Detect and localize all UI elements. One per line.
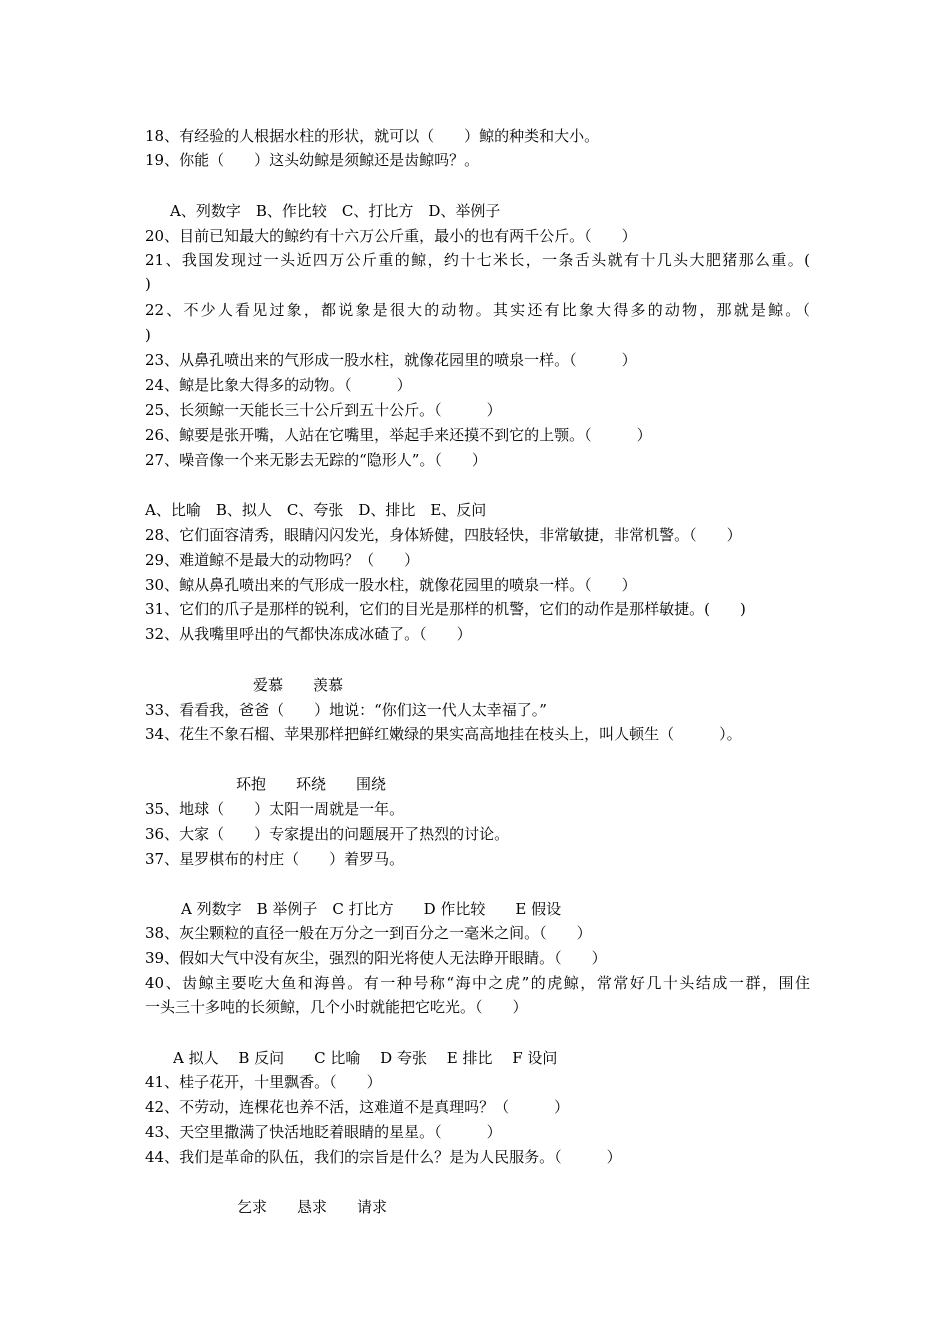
question-31: 31、它们的爪子是那样的锐利，它们的目光是那样的机警，它们的动作是那样敏捷。( ) xyxy=(145,600,746,618)
question-20: 20、目前已知最大的鲸约有十六万公斤重，最小的也有两千公斤。（ ） xyxy=(145,227,637,245)
question-39: 39、假如大气中没有灰尘，强烈的阳光将使人无法睁开眼睛。（ ） xyxy=(145,949,607,967)
question-40-line-2: 一头三十多吨的长须鲸，几个小时就能把它吃光。（ ） xyxy=(145,998,528,1016)
word-choices-2: 环抱 环绕 围绕 xyxy=(236,775,387,793)
question-35: 35、地球（ ）太阳一周就是一年。 xyxy=(145,800,405,818)
question-28: 28、它们面容清秀，眼睛闪闪发光，身体矫健，四肢轻快，非常敏捷，非常机警。（ ） xyxy=(145,526,742,544)
question-27: 27、噪音像一个来无影去无踪的“隐形人”。（ ） xyxy=(145,451,487,469)
question-30: 30、鲸从鼻孔喷出来的气形成一股水柱，就像花园里的喷泉一样。（ ） xyxy=(145,576,637,594)
question-19: 19、你能（ ）这头幼鲸是须鲸还是齿鲸吗？。 xyxy=(145,151,480,169)
question-24: 24、鲸是比象大得多的动物。（ ） xyxy=(145,376,412,394)
question-18: 18、有经验的人根据水柱的形状，就可以（ ）鲸的种类和大小。 xyxy=(145,127,600,145)
question-40-line-1: 40、齿鲸主要吃大鱼和海兽。有一种号称“海中之虎”的虎鲸，常常好几十头结成一群，围住 xyxy=(145,974,810,992)
question-29: 29、难道鲸不是最大的动物吗？（ ） xyxy=(145,551,420,569)
word-choices-3: 乞求 恳求 请求 xyxy=(237,1198,388,1216)
question-22-line-1: 22、不少人看见过象，都说象是很大的动物。其实还有比象大得多的动物，那就是鲸。（ xyxy=(145,301,810,319)
options-group-2: A、比喻 B、拟人 C、夸张 D、排比 E、反问 xyxy=(145,501,487,519)
question-21-line-2: ) xyxy=(145,275,151,293)
options-group-3: A 列数字 B 举例子 C 打比方 D 作比较 E 假设 xyxy=(181,900,562,918)
question-34: 34、花生不象石榴、苹果那样把鲜红嫩绿的果实高高地挂在枝头上，叫人顿生（ ）。 xyxy=(145,725,742,743)
question-42: 42、不劳动，连棵花也养不活，这难道不是真理吗？（ ） xyxy=(145,1098,570,1116)
question-25: 25、长须鲸一天能长三十公斤到五十公斤。（ ） xyxy=(145,401,502,419)
question-32: 32、从我嘴里呼出的气都快冻成冰碴了。（ ） xyxy=(145,625,472,643)
question-37: 37、星罗棋布的村庄（ ）着罗马。 xyxy=(145,850,405,868)
question-41: 41、桂子花开，十里飘香。（ ） xyxy=(145,1073,382,1091)
options-group-4: A 拟人 B 反问 C 比喻 D 夸张 E 排比 F 设问 xyxy=(173,1049,558,1067)
question-22-line-2: ) xyxy=(145,326,151,344)
question-38: 38、灰尘颗粒的直径一般在万分之一到百分之一毫米之间。（ ） xyxy=(145,924,592,942)
question-33: 33、看看我，爸爸（ ）地说：“你们这一代人太幸福了。” xyxy=(145,701,547,719)
question-44: 44、我们是革命的队伍，我们的宗旨是什么？是为人民服务。（ ） xyxy=(145,1148,622,1166)
question-23: 23、从鼻孔喷出来的气形成一股水柱，就像花园里的喷泉一样。（ ） xyxy=(145,351,637,369)
question-26: 26、鲸要是张开嘴，人站在它嘴里，举起手来还摸不到它的上颚。（ ） xyxy=(145,426,652,444)
question-21-line-1: 21、我国发现过一头近四万公斤重的鲸，约十七米长，一条舌头就有十几头大肥猪那么重。( xyxy=(145,251,810,269)
question-43: 43、天空里撒满了快活地眨着眼睛的星星。（ ） xyxy=(145,1123,502,1141)
question-36: 36、大家（ ）专家提出的问题展开了热烈的讨论。 xyxy=(145,825,510,843)
word-choices-1: 爱慕 羡慕 xyxy=(253,676,344,694)
options-group-1: A、列数字 B、作比较 C、打比方 D、举例子 xyxy=(170,202,501,220)
